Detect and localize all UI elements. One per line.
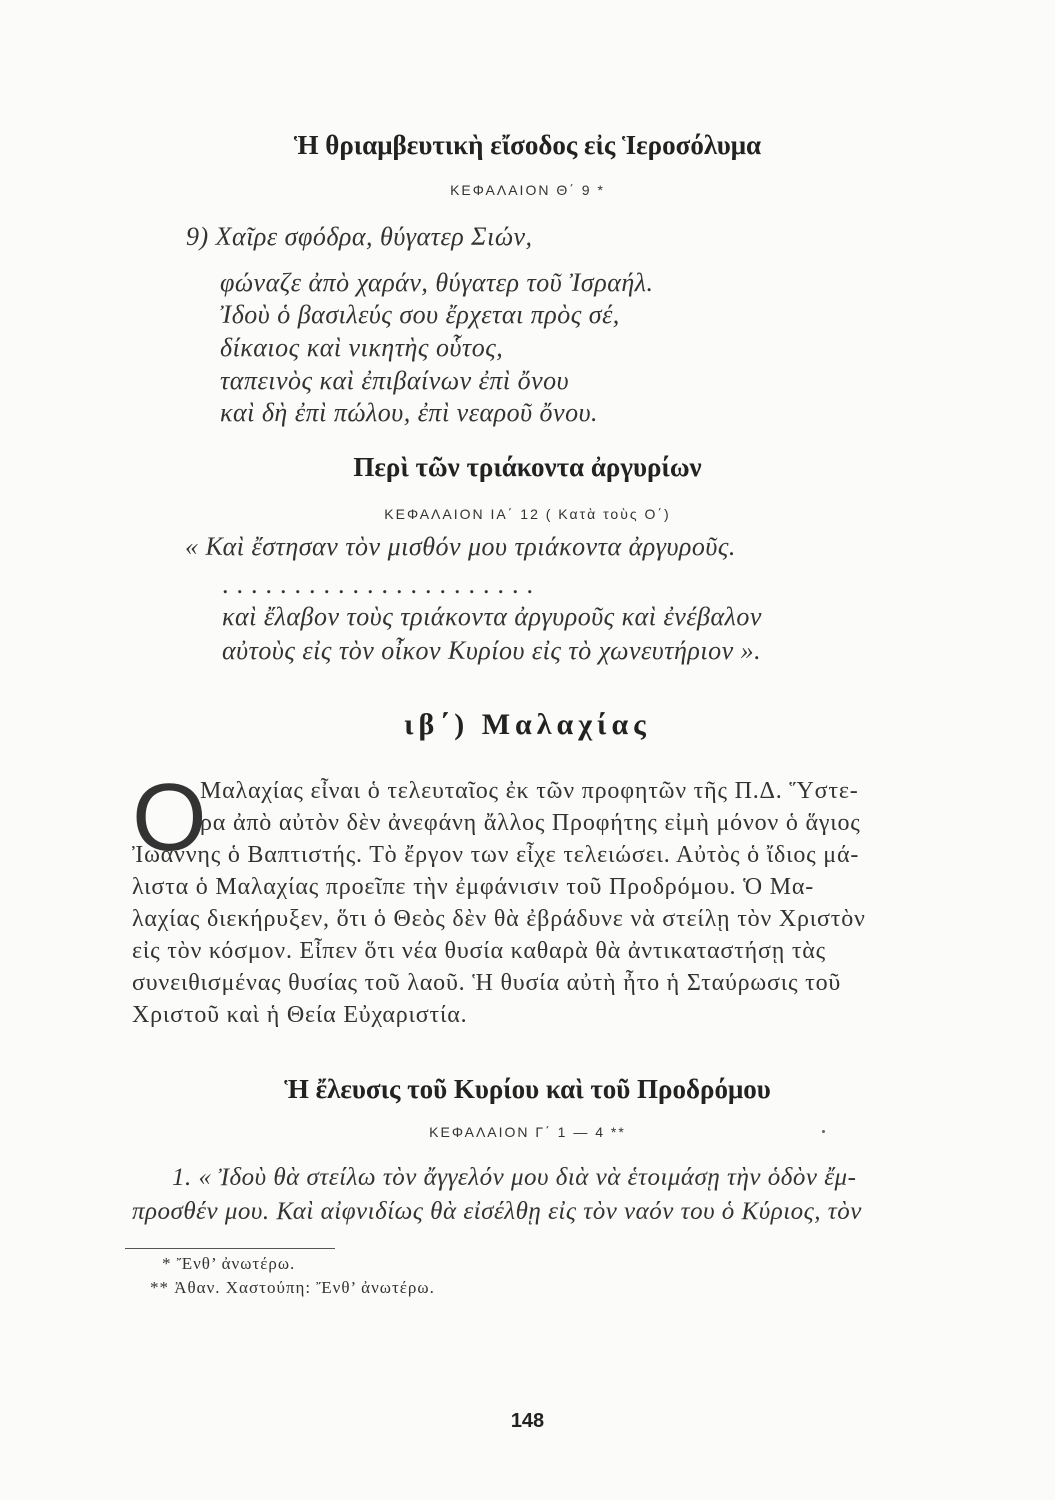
paragraph-line: εἰς τὸν κόσμον. Εἶπεν ὅτι νέα θυσία καθαρὰ θὰ ἀντικαταστήσῃ τὰς: [132, 938, 826, 964]
paragraph-line: Μαλαχίας εἶναι ὁ τελευταῖος ἐκ τῶν προφητῶν τῆς Π.Δ. Ὕστε-: [200, 778, 859, 804]
chapter-label-2: ΚΕΦΑΛΑΙΟΝ ΙΑ΄ 12 ( Κατὰ τοὺς Ο΄): [384, 506, 671, 522]
page-number: 148: [510, 1410, 545, 1432]
ellipsis-dots: ......................: [222, 570, 541, 599]
paragraph-line: συνειθισμένας θυσίας τοῦ λαοῦ. Ἡ θυσία αὐτὴ ἦτο ἡ Σταύρωσις τοῦ: [132, 970, 842, 996]
verse-line: δίκαιος καὶ νικητὴς οὗτος,: [220, 333, 504, 362]
heading-triumphal-entry: Ἡ θριαμβευτικὴ εἴσοδος εἰς Ἱεροσόλυμα: [293, 130, 762, 160]
verse-line: καὶ δὴ ἐπὶ πώλου, ἐπὶ νεαροῦ ὄνου.: [220, 398, 599, 427]
paragraph-line: ρα ἀπὸ αὐτὸν δὲν ἀνεφάνη ἄλλος Προφήτης εἰμὴ μόνον ὁ ἅγιος: [200, 810, 861, 836]
verse-line: Ἰδοὺ ὁ βασιλεύς σου ἔρχεται πρὸς σέ,: [220, 300, 620, 329]
footnote-2: ** Ἀθαν. Χαστούπη: Ἔνθ’ ἀνωτέρω.: [150, 1278, 435, 1297]
heading-thirty-silver: Περὶ τῶν τριάκοντα ἀργυρίων: [353, 452, 702, 482]
paragraph-line: λιστα ὁ Μαλαχίας προεῖπε τὴν ἐμφάνισιν τοῦ Προδρόμου. Ὁ Μα-: [132, 874, 815, 900]
paragraph-line: Ἰωάννης ὁ Βαπτιστής. Τὸ ἔργον των εἶχε τελειώσει. Αὐτὸς ὁ ἴδιος μά-: [132, 842, 860, 868]
heading-coming-of-lord: Ἡ ἔλευσις τοῦ Κυρίου καὶ τοῦ Προδρόμου: [284, 1074, 771, 1104]
verse-line: αὐτοὺς εἰς τὸν οἶκον Κυρίου εἰς τὸ χωνευτήριον ».: [222, 636, 762, 665]
verse-line: 9) Χαῖρε σφόδρα, θύγατερ Σιών,: [186, 222, 533, 251]
drop-cap-letter: Ο: [132, 764, 207, 871]
paragraph-line: λαχίας διεκήρυξεν, ὅτι ὁ Θεὸς δὲν θὰ ἐβράδυνε νὰ στείλῃ τὸν Χριστὸν: [132, 906, 866, 932]
verse-line: « Καὶ ἔστησαν τὸν μισθόν μου τριάκοντα ἀργυροῦς.: [185, 532, 736, 561]
footnote-1: * Ἔνθ’ ἀνωτέρω.: [162, 1254, 296, 1273]
chapter-label-3: ΚΕΦΑΛΑΙΟΝ Γ΄ 1 — 4 **: [429, 1124, 626, 1140]
verse-line: 1. « Ἰδοὺ θὰ στείλω τὸν ἄγγελόν μου διὰ νὰ ἑτοιμάσῃ τὴν ὁδὸν ἔμ-: [172, 1164, 857, 1191]
verse-line: προσθέν μου. Καὶ αἰφνιδίως θὰ εἰσέλθῃ εἰς τὸν ναόν του ὁ Κύριος, τὸν: [132, 1198, 862, 1225]
paragraph-line: Χριστοῦ καὶ ἡ Θεία Εὐχαριστία.: [132, 1002, 468, 1028]
verse-line: ταπεινὸς καὶ ἐπιβαίνων ἐπὶ ὄνου: [220, 366, 570, 395]
section-title-malachi: ιβ΄) Μαλαχίας: [404, 708, 651, 741]
chapter-label-1: ΚΕΦΑΛΑΙΟΝ Θ΄ 9 *: [450, 182, 605, 198]
footnote-divider: [125, 1248, 335, 1249]
verse-line: καὶ ἔλαβον τοὺς τριάκοντα ἀργυροῦς καὶ ἐνέβαλον: [222, 602, 762, 631]
verse-line: φώναζε ἀπὸ χαράν, θύγατερ τοῦ Ἰσραήλ.: [220, 268, 654, 297]
stray-dot: [822, 1130, 825, 1133]
